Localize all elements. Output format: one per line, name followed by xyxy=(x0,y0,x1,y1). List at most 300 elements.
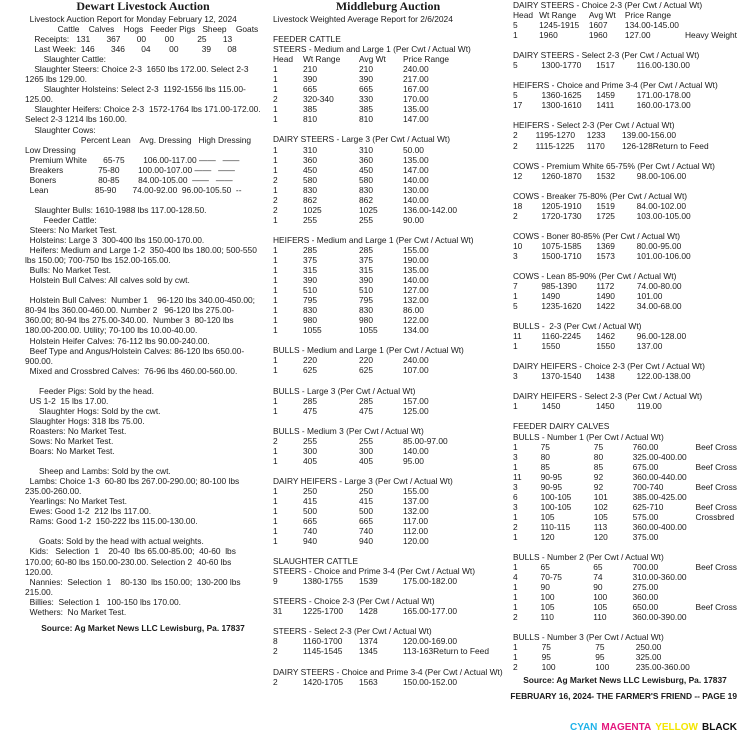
table-cell: 1360-1625 xyxy=(541,90,582,101)
section-table xyxy=(273,636,503,656)
table-cell: Crossbred xyxy=(695,511,735,522)
table-cell: 1 xyxy=(273,305,278,316)
table-cell: 1 xyxy=(273,164,278,175)
dewart-line: Bulls: No Market Test. xyxy=(25,265,111,276)
dewart-line: Slaughter Hogs: Sold by the cwt. xyxy=(25,405,161,416)
dewart-report xyxy=(25,14,261,617)
table-cell: 122.00 xyxy=(403,315,429,326)
dewart-line: Heifers: Medium and Large 1-2 350-400 lbs 180.00; 500-550 lbs 150.00; 700-750 lbs 152.00-165.00. xyxy=(25,245,260,266)
table-cell: 96.00-128.00 xyxy=(636,331,687,342)
table-row xyxy=(273,365,503,375)
section-title: STEERS - Medium and Large 1 (Per Cwt / Actual Wt) xyxy=(273,44,471,55)
table-cell: 125.00 xyxy=(403,405,429,416)
table-cell: 12 xyxy=(513,170,523,181)
table-cell: 137.00 xyxy=(403,495,429,506)
table-cell: 1517 xyxy=(596,60,615,71)
table-cell xyxy=(700,201,737,211)
table-cell: 740 xyxy=(359,526,373,537)
table-cell: 390 xyxy=(359,74,373,85)
table-cell: 92 xyxy=(593,481,604,492)
dewart-line: Livestock Auction Report for Monday February 12, 2024 xyxy=(25,14,237,24)
table-cell: 2 xyxy=(273,646,278,657)
table-row xyxy=(513,130,737,140)
table-cell: 3 xyxy=(513,481,518,492)
table-cell: 1462 xyxy=(596,331,615,342)
table-row xyxy=(273,516,503,526)
table-cell: 3 xyxy=(513,371,518,382)
table-row xyxy=(513,662,737,672)
table-cell xyxy=(696,532,737,542)
dewart-line xyxy=(25,195,261,205)
table-row xyxy=(273,536,503,546)
table-cell: 1115-1225 xyxy=(535,140,575,151)
table-row xyxy=(513,462,737,472)
table-cell xyxy=(696,612,737,622)
table-row xyxy=(273,104,503,114)
table-cell: 475 xyxy=(303,405,317,416)
dewart-line: Beef Type and Angus/Holstein Calves: 86-120 lbs 650.00-900.00. xyxy=(25,345,245,366)
table-cell: 2 xyxy=(513,210,518,221)
section-title: HEIFERS - Choice and Prime 3-4 (Per Cwt / Actual Wt) xyxy=(513,80,718,91)
table-cell: 85 xyxy=(593,461,604,472)
table-cell: 1490 xyxy=(596,291,615,302)
section-table xyxy=(513,90,737,110)
table-cell: 102 xyxy=(593,501,608,512)
table-cell: 217.00 xyxy=(403,74,429,85)
table-row xyxy=(273,245,503,255)
table-cell xyxy=(700,281,737,291)
table-row xyxy=(513,572,737,582)
table-cell: 862 xyxy=(359,194,373,205)
report-section xyxy=(273,124,503,224)
table-cell: 450 xyxy=(303,164,317,175)
table-cell: 74 xyxy=(593,572,603,583)
table-cell: 1563 xyxy=(359,676,378,687)
dewart-line: Holstein Bull Calves: All calves sold by cwt. xyxy=(25,275,190,286)
table-row xyxy=(513,20,737,30)
section-title: BULLS - Number 2 (Per Cwt / Actual Wt) xyxy=(513,552,664,563)
table-row xyxy=(513,171,737,181)
table-cell: 175.00-182.00 xyxy=(403,576,458,587)
color-registration-marks xyxy=(566,722,737,733)
table-cell: 101 xyxy=(593,491,608,502)
section-title: COWS - Lean 85-90% (Per Cwt / Actual Wt) xyxy=(513,270,677,281)
table-cell: 85 xyxy=(540,461,550,472)
table-cell: 235.00-360.00 xyxy=(635,662,690,673)
table-row xyxy=(273,396,503,406)
report-section xyxy=(513,351,737,381)
table-cell: 1573 xyxy=(596,250,615,261)
section-title: DAIRY STEERS - Choice 2-3 (Per Cwt / Actual Wt) xyxy=(513,0,703,10)
table-cell xyxy=(700,251,737,261)
table-cell: 1 xyxy=(273,114,278,125)
table-cell: 1420-1705 xyxy=(303,676,344,687)
dewart-line: Receipts: 131 367 00 00 25 13 xyxy=(25,34,233,45)
table-cell: 2 xyxy=(513,612,518,623)
table-cell: 86.00 xyxy=(403,305,424,316)
table-cell: 385 xyxy=(303,104,317,115)
table-row xyxy=(273,606,503,616)
table-cell: Avg Wt xyxy=(588,10,616,21)
table-cell: 2 xyxy=(273,194,278,205)
dewart-line: Wethers: No Market Test. xyxy=(25,606,127,617)
section-title: DAIRY HEIFERS - Large 3 (Per Cwt / Actual Wt) xyxy=(273,475,453,486)
table-cell xyxy=(700,291,737,301)
table-cell xyxy=(700,100,737,110)
table-cell: 390 xyxy=(303,275,317,286)
dewart-line: Boars: No Market Test. xyxy=(25,446,115,457)
table-cell: 165.00-177.00 xyxy=(403,606,458,617)
table-cell: 1 xyxy=(513,562,518,573)
table-header xyxy=(273,54,503,64)
table-cell: 120.00 xyxy=(403,536,429,547)
table-cell xyxy=(696,492,737,502)
table-cell xyxy=(700,171,737,181)
table-row xyxy=(273,175,503,185)
table-row xyxy=(273,155,503,165)
table-cell xyxy=(696,572,737,582)
table-cell: 500 xyxy=(303,505,317,516)
table-cell: Beef Cross xyxy=(695,501,737,512)
table-row xyxy=(273,436,503,446)
section-title: BULLS - Medium 3 (Per Cwt / Actual Wt) xyxy=(273,425,424,436)
table-row xyxy=(273,456,503,466)
table-cell: 8 xyxy=(273,636,278,647)
table-cell: 100 xyxy=(595,662,610,673)
table-cell: Price Range xyxy=(403,54,450,65)
table-row xyxy=(273,114,503,124)
table-cell: 1 xyxy=(513,531,518,542)
table-row xyxy=(513,512,737,522)
section-title: STEERS - Select 2-3 (Per Cwt / Actual Wt) xyxy=(273,626,432,637)
dewart-line: Percent Lean Avg. Dressing High Dressing Low Dressing xyxy=(25,134,259,155)
table-cell: 985-1390 xyxy=(541,280,577,291)
table-cell: 1 xyxy=(273,405,278,416)
table-cell: 1300-1770 xyxy=(541,60,582,71)
report-section xyxy=(513,40,737,70)
table-cell: 285 xyxy=(303,244,317,255)
table-cell: 90.00 xyxy=(403,214,424,225)
dewart-line: Slaughter Hogs: 318 lbs 75.00. xyxy=(25,415,145,426)
dewart-line xyxy=(25,285,261,295)
table-cell: 375 xyxy=(359,254,373,265)
report-section xyxy=(273,616,503,656)
table-cell: 1369 xyxy=(596,240,615,251)
table-cell: 100 xyxy=(540,592,555,603)
report-section xyxy=(513,221,737,261)
table-row xyxy=(513,291,737,301)
section-table xyxy=(513,10,737,40)
table-row xyxy=(273,215,503,225)
table-cell: 75 xyxy=(593,441,604,452)
table-cell: 1 xyxy=(273,505,278,516)
table-cell: 101.00 xyxy=(636,291,663,302)
table-cell: 127.00 xyxy=(403,285,429,296)
table-cell: 1 xyxy=(513,401,518,412)
table-cell: 220 xyxy=(303,355,317,366)
table-cell: 120 xyxy=(540,531,555,542)
table-cell: 1 xyxy=(273,355,278,366)
table-row xyxy=(273,506,503,516)
table-cell xyxy=(696,452,737,462)
table-cell: 1 xyxy=(273,74,278,85)
table-cell: 70-75 xyxy=(540,572,562,583)
table-row xyxy=(273,205,503,215)
middleburg-source: Source: Ag Market News LLC Lewisburg, Pa. 17837 xyxy=(523,674,727,685)
table-cell: 11 xyxy=(513,471,522,482)
table-cell: 85.00-97.00 xyxy=(403,435,448,446)
table-cell: 795 xyxy=(359,295,373,306)
table-cell: 135.00 xyxy=(403,154,429,165)
table-cell: 830 xyxy=(303,305,317,316)
table-cell xyxy=(696,592,737,602)
table-cell: 137.00 xyxy=(636,341,663,352)
table-cell: 2 xyxy=(513,521,518,532)
table-cell: 862 xyxy=(303,194,317,205)
report-section xyxy=(513,181,737,221)
table-cell: 390 xyxy=(303,74,317,85)
report-section xyxy=(273,586,503,616)
table-cell: 127.00 xyxy=(624,30,651,41)
report-section xyxy=(273,44,503,124)
report-section xyxy=(513,151,737,181)
section-title: DAIRY STEERS - Choice and Prime 3-4 (Per Cwt / Actual Wt) xyxy=(273,666,503,677)
feeder-cattle-heading: FEEDER CATTLE xyxy=(273,34,341,45)
dewart-line: Holstein Bull Calves: Number 1 96-120 lbs 340.00-450.00; 80-94 lbs 360.00-460.00. Number 2 96-120 lbs 275.00-360.00; 80-94 lbs 275.00-340.00. Number 3 80-120 lbs 180.00-200.00. Utility; 70-100 lbs 10.00-40.00. xyxy=(25,295,258,336)
table-cell: 110 xyxy=(593,612,607,623)
table-cell: 1 xyxy=(273,455,278,466)
table-cell: 170.00 xyxy=(403,94,429,105)
section-title: COWS - Breaker 75-80% (Per Cwt / Actual Wt) xyxy=(513,190,688,201)
table-cell: 1490 xyxy=(541,291,560,302)
table-cell: 1380-1755 xyxy=(303,576,344,587)
table-header xyxy=(513,10,737,20)
table-cell xyxy=(700,341,737,351)
dewart-line: Ewes: Good 1-2 212 lbs 117.00. xyxy=(25,506,152,517)
table-cell: 2 xyxy=(273,174,278,185)
dewart-line: Billies: Selection 1 100-150 lbs 170.00. xyxy=(25,596,181,607)
table-cell: 119.00 xyxy=(636,401,662,412)
table-cell: 980 xyxy=(359,315,373,326)
table-cell: 810 xyxy=(303,114,317,125)
table-cell: 1 xyxy=(273,445,278,456)
report-section xyxy=(513,0,737,40)
table-cell: 255 xyxy=(303,435,317,446)
section-title: BULLS - Medium and Large 1 (Per Cwt / Actual Wt) xyxy=(273,345,464,356)
table-cell: 167.00 xyxy=(403,84,429,95)
table-cell: 50.00 xyxy=(403,144,424,155)
table-cell: 105 xyxy=(540,511,555,522)
section-table xyxy=(273,245,503,335)
section-table xyxy=(273,576,503,586)
table-cell: 100-105 xyxy=(540,501,572,512)
table-row xyxy=(513,281,737,291)
table-row xyxy=(273,265,503,275)
table-cell: 360 xyxy=(359,154,373,165)
section-title: DAIRY HEIFERS - Choice 2-3 (Per Cwt / Actual Wt) xyxy=(513,361,705,372)
table-cell: 6 xyxy=(513,491,518,502)
section-title: BULLS - 2-3 (Per Cwt / Actual Wt) xyxy=(513,321,642,332)
table-row xyxy=(273,486,503,496)
table-cell: 1500-1710 xyxy=(541,250,582,261)
table-cell: 415 xyxy=(303,495,317,506)
table-row xyxy=(513,301,737,311)
table-cell: 385.00-425.00 xyxy=(632,491,687,502)
table-cell: 510 xyxy=(303,285,317,296)
table-cell: 80 xyxy=(593,451,604,462)
report-section xyxy=(513,381,737,411)
table-row xyxy=(513,592,737,602)
table-row xyxy=(513,251,737,261)
table-cell: 171.00-178.00 xyxy=(636,90,691,101)
dewart-line: Last Week: 146 346 04 00 39 08 xyxy=(25,44,237,55)
table-cell: 375 xyxy=(303,254,317,265)
table-cell xyxy=(700,211,737,221)
table-cell: 2 xyxy=(513,140,518,151)
table-cell xyxy=(699,662,737,672)
middleburg-continued-column xyxy=(513,0,737,685)
table-cell: 1 xyxy=(273,144,278,155)
table-cell: 1 xyxy=(513,291,518,302)
table-cell xyxy=(700,301,737,311)
table-row xyxy=(273,576,503,586)
table-cell: 2 xyxy=(513,662,518,673)
table-cell: 1 xyxy=(273,395,278,406)
table-cell: 1550 xyxy=(541,341,561,352)
table-cell: 315 xyxy=(303,265,317,276)
dewart-line: Slaughter Bulls: 1610-1988 lbs 117.00-128.50. xyxy=(25,204,207,215)
report-section xyxy=(273,225,503,335)
table-row xyxy=(273,325,503,335)
middleburg-subtitle: Livestock Weighted Average Report for 2/6/2024 xyxy=(273,14,453,24)
table-row xyxy=(513,482,737,492)
dewart-line xyxy=(25,376,261,386)
table-cell: 103.00-105.00 xyxy=(636,210,691,221)
table-row xyxy=(513,472,737,482)
table-cell: 5 xyxy=(513,20,518,31)
table-cell: 1 xyxy=(273,495,278,506)
table-cell: 300 xyxy=(359,445,373,456)
table-row xyxy=(513,30,737,40)
table-cell: 240.00 xyxy=(403,355,429,366)
table-cell: 147.00 xyxy=(403,164,429,175)
table-cell: 155.00 xyxy=(403,485,429,496)
table-cell: 120.00-169.00 xyxy=(403,636,458,647)
table-cell: 1450 xyxy=(541,401,561,412)
table-cell: 11 xyxy=(513,331,522,342)
table-row xyxy=(513,602,737,612)
table-cell: 113-163Return to Feed xyxy=(403,646,489,657)
table-cell: 1 xyxy=(273,536,278,547)
dewart-line: Lean 85-90 74.00-92.00 96.00-105.50 -- xyxy=(25,184,242,195)
table-row xyxy=(273,355,503,365)
dewart-line: Mixed and Crossbred Calves: 76-96 lbs 460.00-560.00. xyxy=(25,365,238,376)
table-cell: Head xyxy=(513,10,534,21)
table-cell: 95 xyxy=(595,652,605,663)
table-row xyxy=(273,275,503,285)
table-cell: 3 xyxy=(513,250,518,261)
table-cell xyxy=(696,582,737,592)
table-cell: 405 xyxy=(359,455,373,466)
table-cell: 101.00-106.00 xyxy=(636,250,691,261)
table-cell xyxy=(700,60,737,70)
table-cell: 5 xyxy=(513,301,518,312)
table-row xyxy=(273,185,503,195)
table-cell: 285 xyxy=(359,395,373,406)
table-cell: 210 xyxy=(303,64,317,75)
table-cell: 1459 xyxy=(596,90,615,101)
table-cell: 122.00-138.00 xyxy=(636,371,691,382)
section-title: BULLS - Large 3 (Per Cwt / Actual Wt) xyxy=(273,385,416,396)
table-cell: 1 xyxy=(273,214,278,225)
table-cell: 665 xyxy=(303,516,317,527)
report-section xyxy=(513,411,737,542)
reg-mark-magenta: MAGENTA xyxy=(601,722,652,733)
table-cell: 75 xyxy=(540,441,550,452)
table-row xyxy=(513,100,737,110)
table-cell: 220 xyxy=(359,355,373,366)
dewart-line: Feeder Pigs: Sold by the head. xyxy=(25,385,154,396)
table-cell: 255 xyxy=(359,435,373,446)
table-cell: 1 xyxy=(513,642,518,653)
table-cell: 360.00 xyxy=(632,592,659,603)
table-cell: 285 xyxy=(303,395,317,406)
table-cell: 10 xyxy=(513,240,523,251)
dewart-line: Roasters: No Market Test. xyxy=(25,425,127,436)
table-cell: 90-95 xyxy=(540,471,563,482)
table-cell xyxy=(700,90,737,100)
dewart-line: Breakers 75-80 100.00-107.00 —— —— xyxy=(25,164,235,175)
report-section xyxy=(513,311,737,351)
table-cell: 1 xyxy=(273,315,278,326)
table-cell xyxy=(685,10,737,20)
table-cell: 3 xyxy=(513,501,518,512)
dewart-title: Dewart Livestock Auction xyxy=(76,0,210,13)
report-section xyxy=(513,261,737,311)
table-cell: 140.00 xyxy=(403,194,429,205)
table-cell: 1 xyxy=(513,652,518,663)
table-cell: Beef Cross xyxy=(695,562,737,573)
table-cell: 1300-1610 xyxy=(541,100,582,111)
table-cell: 9 xyxy=(273,576,278,587)
dewart-line: US 1-2 15 lbs 17.00. xyxy=(25,395,109,406)
table-cell: 1145-1545 xyxy=(303,646,343,657)
table-row xyxy=(273,145,503,155)
table-cell: 1 xyxy=(273,365,278,376)
table-cell: 74.00-80.00 xyxy=(636,280,682,291)
table-cell: 360.00-390.00 xyxy=(632,612,687,623)
table-cell xyxy=(709,130,737,140)
table-cell: Heavy Weight xyxy=(685,30,737,41)
table-cell: 1170 xyxy=(586,140,605,151)
table-cell: 2 xyxy=(513,130,518,141)
table-cell: 510 xyxy=(359,285,373,296)
dewart-line: Premium White 65-75 106.00-117.00 —— —— xyxy=(25,154,240,165)
table-cell: 1 xyxy=(513,30,518,41)
dewart-line: Slaughter Holsteins: Select 2-3 1192-1556 lbs 115.00-125.00. xyxy=(25,84,246,105)
section-table xyxy=(513,562,737,622)
table-cell: 1260-1870 xyxy=(541,170,582,181)
reg-mark-cyan: CYAN xyxy=(569,722,598,733)
section-table xyxy=(273,54,503,124)
table-cell: 360.00-400.00 xyxy=(632,521,687,532)
table-cell: 135.00 xyxy=(403,104,429,115)
section-table xyxy=(273,396,503,416)
dewart-line: Holstein Heifer Calves: 76-112 lbs 90.00-240.00. xyxy=(25,335,210,346)
table-row xyxy=(273,677,503,687)
table-row xyxy=(273,64,503,74)
table-cell: Beef Cross xyxy=(695,461,737,472)
